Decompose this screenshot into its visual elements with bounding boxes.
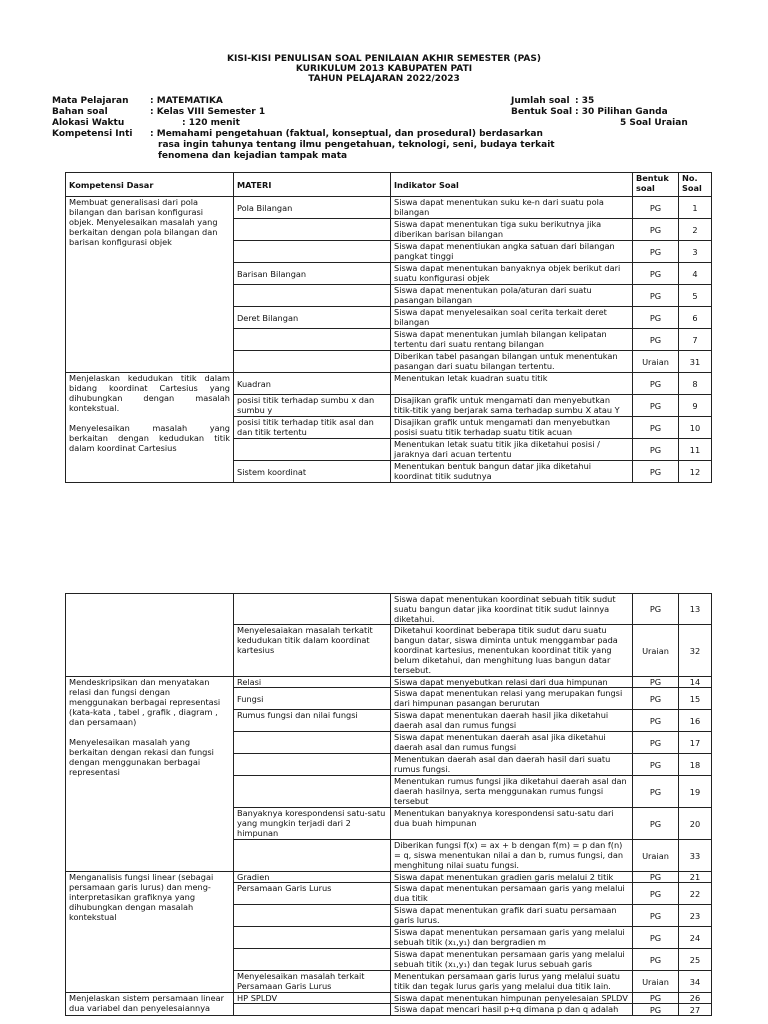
bentuk-cell: PG bbox=[633, 417, 679, 439]
no-cell: 20 bbox=[679, 808, 712, 840]
indikator-cell: Menentukan banyaknya korespondensi satu-satu dari dua buah himpunan bbox=[391, 808, 633, 840]
no-cell: 7 bbox=[679, 329, 712, 351]
no-cell: 2 bbox=[679, 219, 712, 241]
no-cell: 14 bbox=[679, 677, 712, 688]
materi-cell: Kuadran bbox=[234, 373, 391, 395]
no-cell: 17 bbox=[679, 732, 712, 754]
no-cell: 19 bbox=[679, 776, 712, 808]
indikator-cell: Menentukan bentuk bangun datar jika diketahui koordinat titik sudutnya bbox=[391, 461, 633, 483]
bentuk-cell: Uraian bbox=[633, 351, 679, 373]
indikator-cell: Diketahui koordinat beberapa titik sudut daru suatu bangun datar, siswa diminta untuk menggambar pada koordinat kartesius, menentukan koordinat titik yang belum diketahui, dan menghitung luas bangun datar tersebut. bbox=[391, 625, 633, 677]
bentuk-cell: PG bbox=[633, 197, 679, 219]
materi-cell bbox=[234, 329, 391, 351]
doc-title-line3: TAHUN PELAJARAN 2022/2023 bbox=[308, 74, 460, 84]
bentuk-cell: Uraian bbox=[633, 625, 679, 677]
bentuk-label: Bentuk Soal bbox=[511, 107, 573, 117]
table-row bbox=[66, 197, 712, 219]
materi-cell bbox=[234, 949, 391, 971]
no-cell: 32 bbox=[679, 625, 712, 677]
indikator-cell: Siswa dapat menentukan pola/aturan dari suatu pasangan bilangan bbox=[391, 285, 633, 307]
kd-text: Mendeskripsikan dan menyatakan relasi dan fungsi dengan menggunakan berbagai representasi (kata-kata , tabel , grafik , diagram , dan persamaan) bbox=[69, 677, 221, 727]
bentuk-cell: PG bbox=[633, 808, 679, 840]
kd-text: Menjelaskan sistem persamaan linear dua variabel dan penyelesaiannya bbox=[69, 993, 225, 1013]
bentuk-cell: PG bbox=[633, 927, 679, 949]
bentuk-cell: PG bbox=[633, 688, 679, 710]
bentuk-cell: PG bbox=[633, 439, 679, 461]
materi-cell bbox=[234, 351, 391, 373]
indikator-cell: Diberikan fungsi f(x) = ax + b dengan f(m) = p dan f(n) = q, siswa menentukan nilai a dan b, rumus fungsi, dan menghitung nilai suatu fungsi. bbox=[391, 840, 633, 872]
no-cell: 31 bbox=[679, 351, 712, 373]
no-cell: 1 bbox=[679, 197, 712, 219]
materi-cell: Menyelesaiakan masalah terkatit kedudukan titik dalam koordinat kartesius bbox=[234, 625, 391, 677]
bentuk-cell: PG bbox=[633, 307, 679, 329]
materi-cell: Deret Bilangan bbox=[234, 307, 391, 329]
kd-text: Menyelesaikan masalah yang berkaitan dengan kedudukan titik dalam koordinat Cartesius bbox=[69, 423, 230, 453]
no-cell: 4 bbox=[679, 263, 712, 285]
ki-label: Kompetensi Inti bbox=[52, 129, 133, 139]
bentuk-value: : 30 Pilihan Ganda bbox=[575, 107, 668, 117]
no-cell: 24 bbox=[679, 927, 712, 949]
indikator-cell: Siswa dapat menentukan grafik dari suatu persamaan garis lurus. bbox=[391, 905, 633, 927]
materi-cell: HP SPLDV bbox=[234, 993, 391, 1004]
no-cell: 33 bbox=[679, 840, 712, 872]
materi-cell bbox=[234, 1004, 391, 1016]
no-cell: 26 bbox=[679, 993, 712, 1004]
col-header-materi: MATERI bbox=[234, 173, 391, 197]
table-row bbox=[66, 872, 712, 883]
bentuk-cell: PG bbox=[633, 872, 679, 883]
indikator-cell: Menentukan rumus fungsi jika diketahui daerah asal dan daerah hasilnya, serta menggunakan rumus fungsi tersebut bbox=[391, 776, 633, 808]
indikator-cell: Disajikan grafik untuk mengamati dan menyebutkan posisi suatu titik terhadap suatu titik acuan bbox=[391, 417, 633, 439]
kd-cell bbox=[66, 197, 234, 373]
materi-cell: Barisan Bilangan bbox=[234, 263, 391, 285]
indikator-cell: Siswa dapat menentukan suku ke-n dari suatu pola bilangan bbox=[391, 197, 633, 219]
kd-cell bbox=[66, 594, 234, 677]
bahan-value: : Kelas VIII Semester 1 bbox=[150, 107, 266, 117]
bentuk-cell: Uraian bbox=[633, 840, 679, 872]
kd-cell bbox=[66, 677, 234, 872]
indikator-cell: Diberikan tabel pasangan bilangan untuk menentukan pasangan dari suatu bilangan tertentu. bbox=[391, 351, 633, 373]
jumlah-value: : 35 bbox=[575, 96, 595, 106]
kd-text: Menjelaskan kedudukan titik dalam bidang koordinat Cartesius yang dihubungkan dengan masalah kontekstual. bbox=[69, 373, 230, 413]
doc-title-line2: KURIKULUM 2013 KABUPATEN PATI bbox=[295, 64, 473, 74]
alokasi-label: Alokasi Waktu bbox=[52, 118, 125, 128]
ki-value: : Memahami pengetahuan (faktual, konseptual, dan prosedural) berdasarkan bbox=[150, 129, 543, 139]
mapel-value: : MATEMATIKA bbox=[150, 96, 223, 106]
indikator-cell: Siswa dapat menentukan jumlah bilangan kelipatan tertentu dari suatu rentang bilangan bbox=[391, 329, 633, 351]
materi-cell bbox=[234, 241, 391, 263]
no-cell: 12 bbox=[679, 461, 712, 483]
no-cell: 13 bbox=[679, 594, 712, 625]
bentuk-cell: PG bbox=[633, 883, 679, 905]
bentuk-cell: PG bbox=[633, 754, 679, 776]
materi-cell: Sistem koordinat bbox=[234, 461, 391, 483]
kd-cell bbox=[66, 993, 234, 1016]
materi-cell bbox=[234, 840, 391, 872]
table-row bbox=[66, 677, 712, 688]
bentuk-cell: PG bbox=[633, 263, 679, 285]
no-cell: 10 bbox=[679, 417, 712, 439]
bentuk-cell: PG bbox=[633, 594, 679, 625]
materi-cell bbox=[234, 219, 391, 241]
bentuk-cell: PG bbox=[633, 993, 679, 1004]
indikator-cell: Siswa dapat mencari hasil p+q dimana p dan q adalah bbox=[391, 1004, 633, 1016]
bentuk-cell: PG bbox=[633, 1004, 679, 1016]
materi-cell bbox=[234, 285, 391, 307]
no-cell: 5 bbox=[679, 285, 712, 307]
indikator-cell: Siswa dapat menentukan relasi yang merupakan fungsi dari himpunan pasangan berurutan bbox=[391, 688, 633, 710]
no-cell: 3 bbox=[679, 241, 712, 263]
no-cell: 27 bbox=[679, 1004, 712, 1016]
materi-cell: Relasi bbox=[234, 677, 391, 688]
no-cell: 18 bbox=[679, 754, 712, 776]
alokasi-value: : 120 menit bbox=[182, 118, 240, 128]
bentuk-cell: PG bbox=[633, 395, 679, 417]
materi-cell: Menyelesaikan masalah terkait Persamaan Garis Lurus bbox=[234, 971, 391, 993]
indikator-cell: Siswa dapat menentukan koordinat sebuah titik sudut suatu bangun datar jika koordinat titik sudut lainnya diketahui. bbox=[391, 594, 633, 625]
jumlah-label: Jumlah soal bbox=[511, 96, 570, 106]
bentuk-cell: PG bbox=[633, 949, 679, 971]
col-header-kd: Kompetensi Dasar bbox=[66, 173, 234, 197]
materi-cell: Persamaan Garis Lurus bbox=[234, 883, 391, 905]
indikator-cell: Menentukan letak suatu titik jika diketahui posisi / jaraknya dari acuan tertentu bbox=[391, 439, 633, 461]
kisi-table-page2 bbox=[65, 593, 712, 1016]
no-cell: 8 bbox=[679, 373, 712, 395]
bentuk-cell: PG bbox=[633, 285, 679, 307]
indikator-cell: Siswa dapat menentukan daerah asal jika diketahui daerah asal dan rumus fungsi bbox=[391, 732, 633, 754]
indikator-cell: Siswa dapat menentukan daerah hasil jika diketahui daerah asal dan rumus fungsi bbox=[391, 710, 633, 732]
indikator-cell: Menentukan persamaan garis lurus yang melalui suatu titik dan tegak lurus garis yang melalui dua titik lain. bbox=[391, 971, 633, 993]
indikator-cell: Siswa dapat menentukan persamaan garis yang melalui dua titik bbox=[391, 883, 633, 905]
no-cell: 15 bbox=[679, 688, 712, 710]
bentuk-cell: PG bbox=[633, 677, 679, 688]
bentuk-cell: PG bbox=[633, 373, 679, 395]
no-cell: 16 bbox=[679, 710, 712, 732]
col-header-bentuk: Bentuk soal bbox=[633, 173, 679, 197]
kd-text: Membuat generalisasi dari pola bilangan dan barisan konfigurasi objek. Menyelesaikan masalah yang berkaitan dengan pola bilangan dan barisan konfigurasi objek bbox=[69, 197, 218, 247]
table-header-row bbox=[66, 173, 712, 197]
bentuk-value2: 5 Soal Uraian bbox=[620, 118, 688, 128]
kisi-table-page1 bbox=[65, 172, 712, 483]
col-header-no: No. Soal bbox=[679, 173, 712, 197]
kd-cell bbox=[66, 373, 234, 483]
ki-line3: fenomena dan kejadian tampak mata bbox=[158, 151, 348, 161]
indikator-cell: Siswa dapat menyebutkan relasi dari dua himpunan bbox=[391, 677, 633, 688]
table-row bbox=[66, 594, 712, 625]
materi-cell: Rumus fungsi dan nilai fungsi bbox=[234, 710, 391, 732]
indikator-cell: Siswa dapat menentiukan angka satuan dari bilangan pangkat tinggi bbox=[391, 241, 633, 263]
bahan-label: Bahan soal bbox=[52, 107, 108, 117]
no-cell: 25 bbox=[679, 949, 712, 971]
bentuk-cell: PG bbox=[633, 461, 679, 483]
materi-cell: posisi titik terhadap titik asal dan dan titik tertentu bbox=[234, 417, 391, 439]
indikator-cell: Menentukan letak kuadran suatu titik bbox=[391, 373, 633, 395]
no-cell: 11 bbox=[679, 439, 712, 461]
mapel-label: Mata Pelajaran bbox=[52, 96, 129, 106]
no-cell: 23 bbox=[679, 905, 712, 927]
bentuk-cell: PG bbox=[633, 776, 679, 808]
bentuk-cell: PG bbox=[633, 732, 679, 754]
indikator-cell: Disajikan grafik untuk mengamati dan menyebutkan titik-titik yang berjarak sama terhadap sumbu X atau Y bbox=[391, 395, 633, 417]
col-header-indikator: Indikator Soal bbox=[391, 173, 633, 197]
bentuk-cell: Uraian bbox=[633, 971, 679, 993]
kd-text: Menganalisis fungsi linear (sebagai persamaan garis lurus) dan meng-interpretasikan grafiknya yang dihubungkan dengan masalah kontekstual bbox=[69, 872, 214, 922]
no-cell: 9 bbox=[679, 395, 712, 417]
indikator-cell: Siswa dapat menentukan tiga suku berikutnya jika diberikan barisan bilangan bbox=[391, 219, 633, 241]
table-row bbox=[66, 373, 712, 395]
bentuk-cell: PG bbox=[633, 241, 679, 263]
kd-text: Menyelesaikan masalah yang berkaitan dengan rekasi dan fungsi dengan menggunakan berbagai representasi bbox=[69, 737, 214, 777]
indikator-cell: Siswa dapat menentukan gradien garis melalui 2 titik bbox=[391, 872, 633, 883]
no-cell: 21 bbox=[679, 872, 712, 883]
bentuk-cell: PG bbox=[633, 710, 679, 732]
indikator-cell: Siswa dapat menentukan persamaan garis yang melalui sebuah titik (x₁,y₁) dan bergradien m bbox=[391, 927, 633, 949]
materi-cell bbox=[234, 776, 391, 808]
materi-cell bbox=[234, 732, 391, 754]
indikator-cell: Siswa dapat menyelesaikan soal cerita terkait deret bilangan bbox=[391, 307, 633, 329]
no-cell: 34 bbox=[679, 971, 712, 993]
no-cell: 6 bbox=[679, 307, 712, 329]
materi-cell bbox=[234, 439, 391, 461]
bentuk-cell: PG bbox=[633, 905, 679, 927]
table-row bbox=[66, 993, 712, 1004]
materi-cell bbox=[234, 754, 391, 776]
indikator-cell: Siswa dapat menentukan himpunan penyelesaian SPLDV bbox=[391, 993, 633, 1004]
materi-cell: posisi titik terhadap sumbu x dan sumbu y bbox=[234, 395, 391, 417]
materi-cell: Gradien bbox=[234, 872, 391, 883]
indikator-cell: Siswa dapat menentukan banyaknya objek berikut dari suatu konfigurasi objek bbox=[391, 263, 633, 285]
materi-cell: Banyaknya korespondensi satu-satu yang mungkin terjadi dari 2 himpunan bbox=[234, 808, 391, 840]
materi-cell: Fungsi bbox=[234, 688, 391, 710]
kd-cell bbox=[66, 872, 234, 993]
materi-cell bbox=[234, 927, 391, 949]
materi-cell bbox=[234, 594, 391, 625]
doc-title-line1: KISI-KISI PENULISAN SOAL PENILAIAN AKHIR SEMESTER (PAS) bbox=[227, 54, 541, 64]
bentuk-cell: PG bbox=[633, 329, 679, 351]
indikator-cell: Siswa dapat menentukan persamaan garis yang melalui sebuah titik (x₁,y₁) dan tegak lurus sebuah garis bbox=[391, 949, 633, 971]
no-cell: 22 bbox=[679, 883, 712, 905]
materi-cell: Pola Bilangan bbox=[234, 197, 391, 219]
bentuk-cell: PG bbox=[633, 219, 679, 241]
ki-line2: rasa ingin tahunya tentang ilmu pengetahuan, teknologi, seni, budaya terkait bbox=[158, 140, 555, 150]
materi-cell bbox=[234, 905, 391, 927]
indikator-cell: Menentukan daerah asal dan daerah hasil dari suatu rumus fungsi. bbox=[391, 754, 633, 776]
